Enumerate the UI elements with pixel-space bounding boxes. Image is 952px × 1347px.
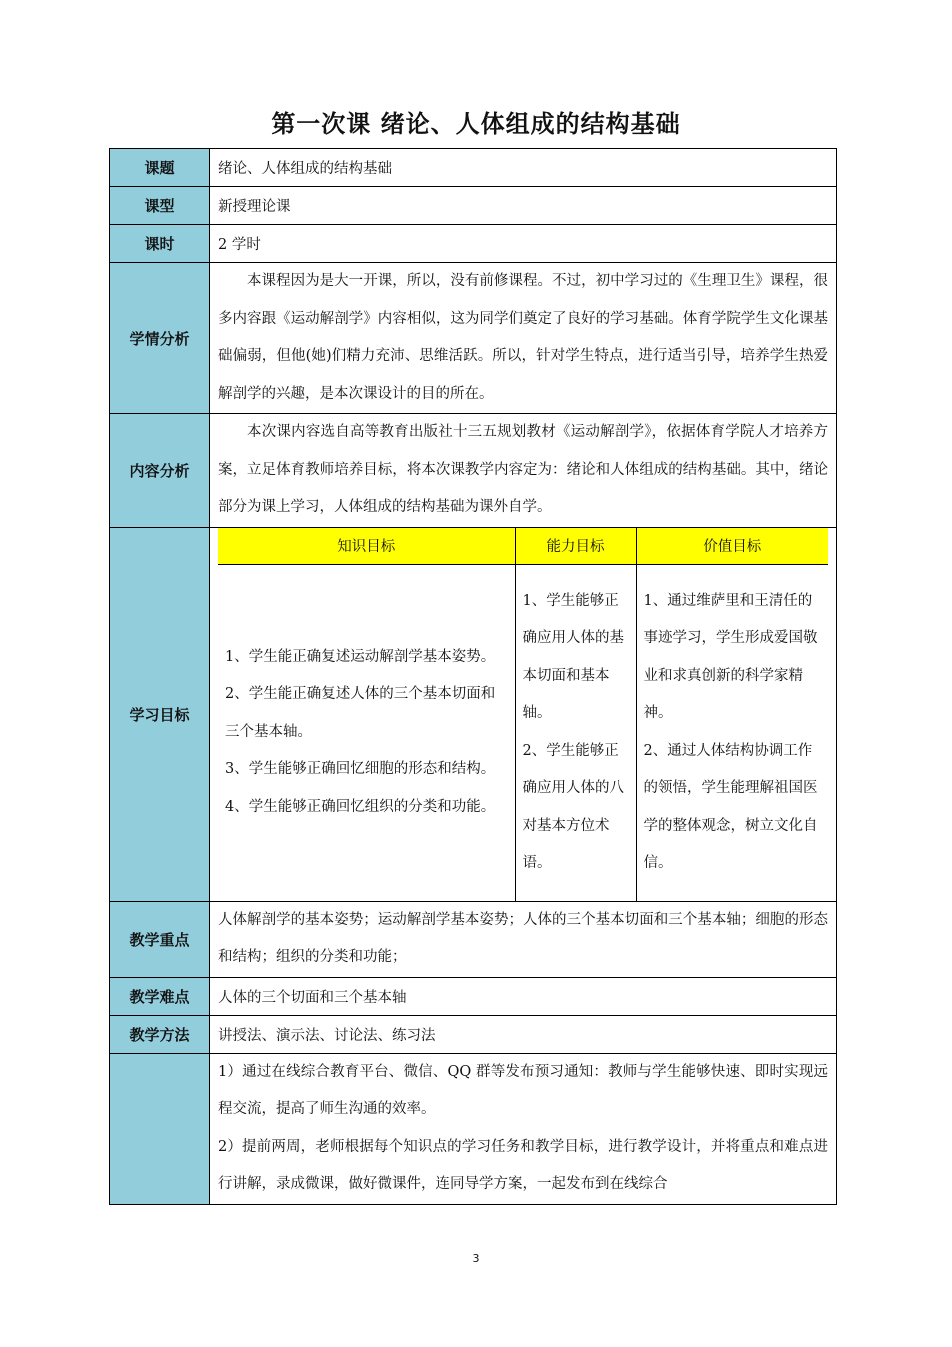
table-row <box>110 977 837 1015</box>
lesson-plan-table <box>109 148 837 1205</box>
row-label-content-analysis: 内容分析 <box>110 414 210 528</box>
table-row <box>110 225 837 263</box>
table-row <box>110 149 837 187</box>
row-label-type: 课型 <box>110 187 210 225</box>
knowledge-goal-header: 知识目标 <box>218 528 515 565</box>
process-paragraph-1: 1）通过在线综合教育平台、微信、QQ 群等发布预习通知：教师与学生能够快速、即时实现远程交流，提高了师生沟通的效率。 <box>218 1063 828 1117</box>
page-title: 第一次课 绪论、人体组成的结构基础 <box>271 110 681 138</box>
row-value-key-points: 人体解剖学的基本姿势；运动解剖学基本姿势；人体的三个基本切面和三个基本轴；细胞的形态和结构；组织的分类和功能； <box>218 911 828 965</box>
table-row <box>110 414 837 528</box>
row-label-key-points: 教学重点 <box>110 901 210 977</box>
row-value-student-analysis: 本课程因为是大一开课，所以，没有前修课程。不过，初中学习过的《生理卫生》课程，很多内容跟《运动解剖学》内容相似，这为同学们奠定了良好的学习基础。体育学院学生文化课基础偏弱，但他(她)们精力充沛、思维活跃。所以，针对学生特点，进行适当引导，培养学生热爱解剖学的兴趣，是本次课设计的目的所在。 <box>218 273 828 402</box>
value-goal-text: 1、通过维萨里和王清任的事迹学习，学生形成爱国敬业和求真创新的科学家精神。 2、通过人体结构协调工作的领悟，学生能理解祖国医学的整体观念，树立文化自信。 <box>636 564 828 901</box>
row-value-hours: 2 学时 <box>210 225 837 263</box>
row-label-student-analysis: 学情分析 <box>110 263 210 414</box>
row-label-topic: 课题 <box>110 149 210 187</box>
ability-goal-text: 1、学生能够正确应用人体的基本切面和基本轴。 2、学生能够正确应用人体的八对基本方位术语。 <box>515 564 636 901</box>
row-label-objectives: 学习目标 <box>110 527 210 901</box>
ability-goal-header: 能力目标 <box>515 528 636 565</box>
table-row <box>110 527 837 901</box>
row-value-methods: 讲授法、演示法、讨论法、练习法 <box>210 1015 837 1053</box>
table-row <box>110 1015 837 1053</box>
row-label-process <box>110 1053 210 1204</box>
knowledge-goal-text: 1、学生能正确复述运动解剖学基本姿势。 2、学生能正确复述人体的三个基本切面和三个基本轴。 3、学生能够正确回忆细胞的形态和结构。 4、学生能够正确回忆组织的分类和功能。 <box>218 564 515 901</box>
row-value-difficulties: 人体的三个切面和三个基本轴 <box>210 977 837 1015</box>
row-value-content-analysis: 本次课内容选自高等教育出版社十三五规划教材《运动解剖学》，依据体育学院人才培养方案，立足体育教师培养目标，将本次课教学内容定为：绪论和人体组成的结构基础。其中，绪论部分为课上学习，人体组成的结构基础为课外自学。 <box>218 424 828 515</box>
page-number: 3 <box>472 1252 480 1265</box>
table-row <box>110 263 837 414</box>
process-paragraph-2: 2）提前两周，老师根据每个知识点的学习任务和教学目标，进行教学设计，并将重点和难点进行讲解，录成微课，做好微课件，连同导学方案，一起发布到在线综合 <box>218 1138 828 1192</box>
value-goal-header: 价值目标 <box>636 528 828 565</box>
row-label-hours: 课时 <box>110 225 210 263</box>
row-value-type: 新授理论课 <box>210 187 837 225</box>
table-row <box>110 1053 837 1204</box>
row-value-topic: 绪论、人体组成的结构基础 <box>210 149 837 187</box>
row-label-methods: 教学方法 <box>110 1015 210 1053</box>
table-row <box>110 901 837 977</box>
objectives-table <box>218 528 828 901</box>
table-row <box>110 187 837 225</box>
row-label-difficulties: 教学难点 <box>110 977 210 1015</box>
